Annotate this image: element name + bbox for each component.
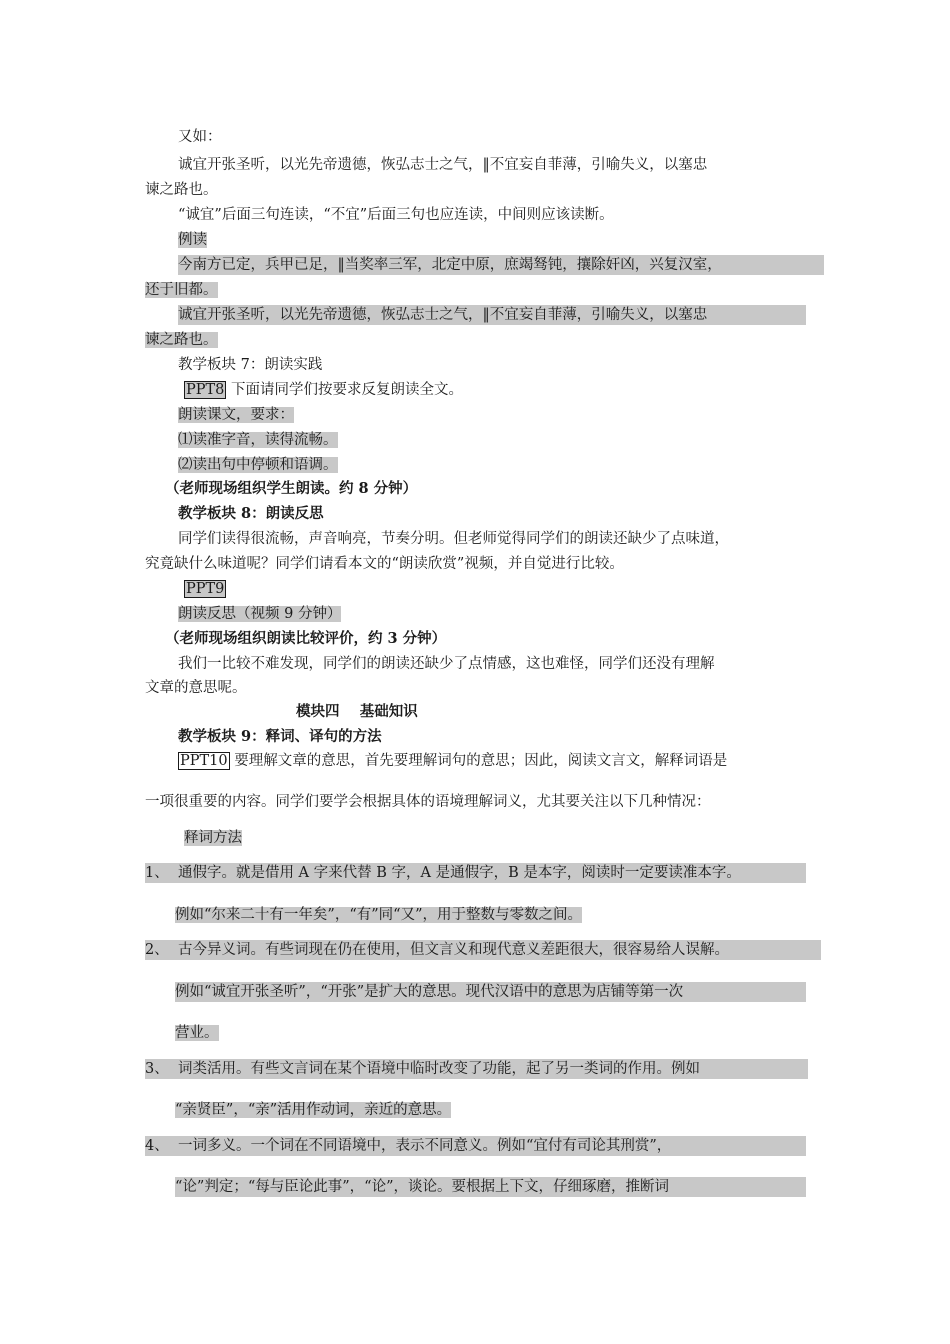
ppt10-badge: PPT10 [180, 753, 228, 769]
item-3-example: “亲贤臣”，“亲”活用作动词，亲近的意思。 [175, 1102, 452, 1118]
ppt8-text: 下面请同学们按要求反复朗读全文。 [231, 382, 464, 398]
item-2: 2、 古今异义词。有些词现在仍在使用，但文言义和现代意义差距很大，很容易给人误解。 [145, 940, 821, 960]
reading-requirements-title: 朗读课文，要求： [178, 407, 294, 423]
reading-reflection-video: 朗读反思（视频 9 分钟） [178, 606, 342, 622]
method-label: 释词方法 [184, 830, 242, 846]
block7-title: 教学板块 7：朗读实践 [178, 357, 323, 373]
example-2-line-2: 还于旧都。 [145, 282, 218, 298]
example-3-line-2: 谏之路也。 [145, 332, 218, 348]
block7-teacher-note: （老师现场组织学生朗读。约 8 分钟） [165, 480, 418, 497]
item-2-example-line2: 营业。 [175, 1025, 219, 1041]
item-3: 3、 词类活用。有些文言词在某个语境中临时改变了功能，起了另一类词的作用。例如 [145, 1059, 808, 1079]
item-4: 4、 一词多义。一个词在不同语境中，表示不同意义。例如“宜付有司论其刑赏”， [145, 1136, 806, 1156]
block8-para2-line1: 我们一比较不难发现，同学们的朗读还缺少了点情感，这也难怪，同学们还没有理解 [178, 656, 715, 672]
block9-line2: 一项很重要的内容。同学们要学会根据具体的语境理解词义，尤其要关注以下几种情况： [145, 794, 711, 810]
block9-title: 教学板块 9：释词、译句的方法 [178, 728, 382, 745]
item-2-example-line1: 例如“诚宜开张圣听”，“开张”是扩大的意思。现代汉语中的意思为店铺等第一次 [175, 982, 806, 1002]
lidu-label: 例读 [178, 232, 207, 248]
example-1-line-2: 谏之路也。 [145, 182, 218, 198]
example-2-line-1: 今南方已定，兵甲已足，‖当奖率三军，北定中原，庶竭驽钝，攘除奸凶，兴复汉室， [178, 255, 824, 275]
block8-title: 教学板块 8：朗读反思 [178, 505, 324, 522]
requirement-2: ⑵读出句中停顿和语调。 [178, 457, 338, 473]
ppt8-badge: PPT8 [186, 382, 225, 398]
example-3-line-1: 诚宜开张圣听，以光先帝遗德，恢弘志士之气，‖不宜妄自菲薄，引喻失义，以塞忠 [178, 305, 806, 325]
module4-title: 模块四 基础知识 [296, 703, 418, 720]
reading-note: “诚宜”后面三句连读，“不宜”后面三句也应连读，中间则应该读断。 [178, 207, 614, 223]
ppt10-text: 要理解文章的意思，首先要理解词句的意思；因此，阅读文言文，解释词语是 [234, 753, 728, 769]
item-1: 1、 通假字。就是借用 A 字来代替 B 字，A 是通假字，B 是本字，阅读时一定要读准本字。 [145, 863, 806, 883]
block8-para2-line2: 文章的意思呢。 [145, 680, 247, 696]
block8-teacher-note: （老师现场组织朗读比较评价，约 3 分钟） [165, 630, 447, 647]
item-1-example: 例如“尔来二十有一年矣”，“有”同“又”，用于整数与零数之间。 [175, 907, 582, 923]
block8-para1-line1: 同学们读得很流畅，声音响亮，节奏分明。但老师觉得同学们的朗读还缺少了点味道， [178, 531, 729, 547]
ppt9-badge: PPT9 [186, 581, 225, 597]
ppt8-line [184, 380, 463, 400]
ppt10-line [178, 751, 727, 771]
youru-label: 又如： [178, 129, 222, 145]
item-4-example: “论”判定；“每与臣论此事”，“论”，谈论。要根据上下文，仔细琢磨，推断词 [175, 1177, 806, 1197]
example-1-line-1: 诚宜开张圣听，以光先帝遗德，恢弘志士之气，‖不宜妄自菲薄，引喻失义，以塞忠 [178, 157, 708, 173]
requirement-1: ⑴读准字音，读得流畅。 [178, 432, 338, 448]
block8-para1-line2: 究竟缺什么味道呢？同学们请看本文的“朗读欣赏”视频，并自觉进行比较。 [145, 556, 624, 572]
